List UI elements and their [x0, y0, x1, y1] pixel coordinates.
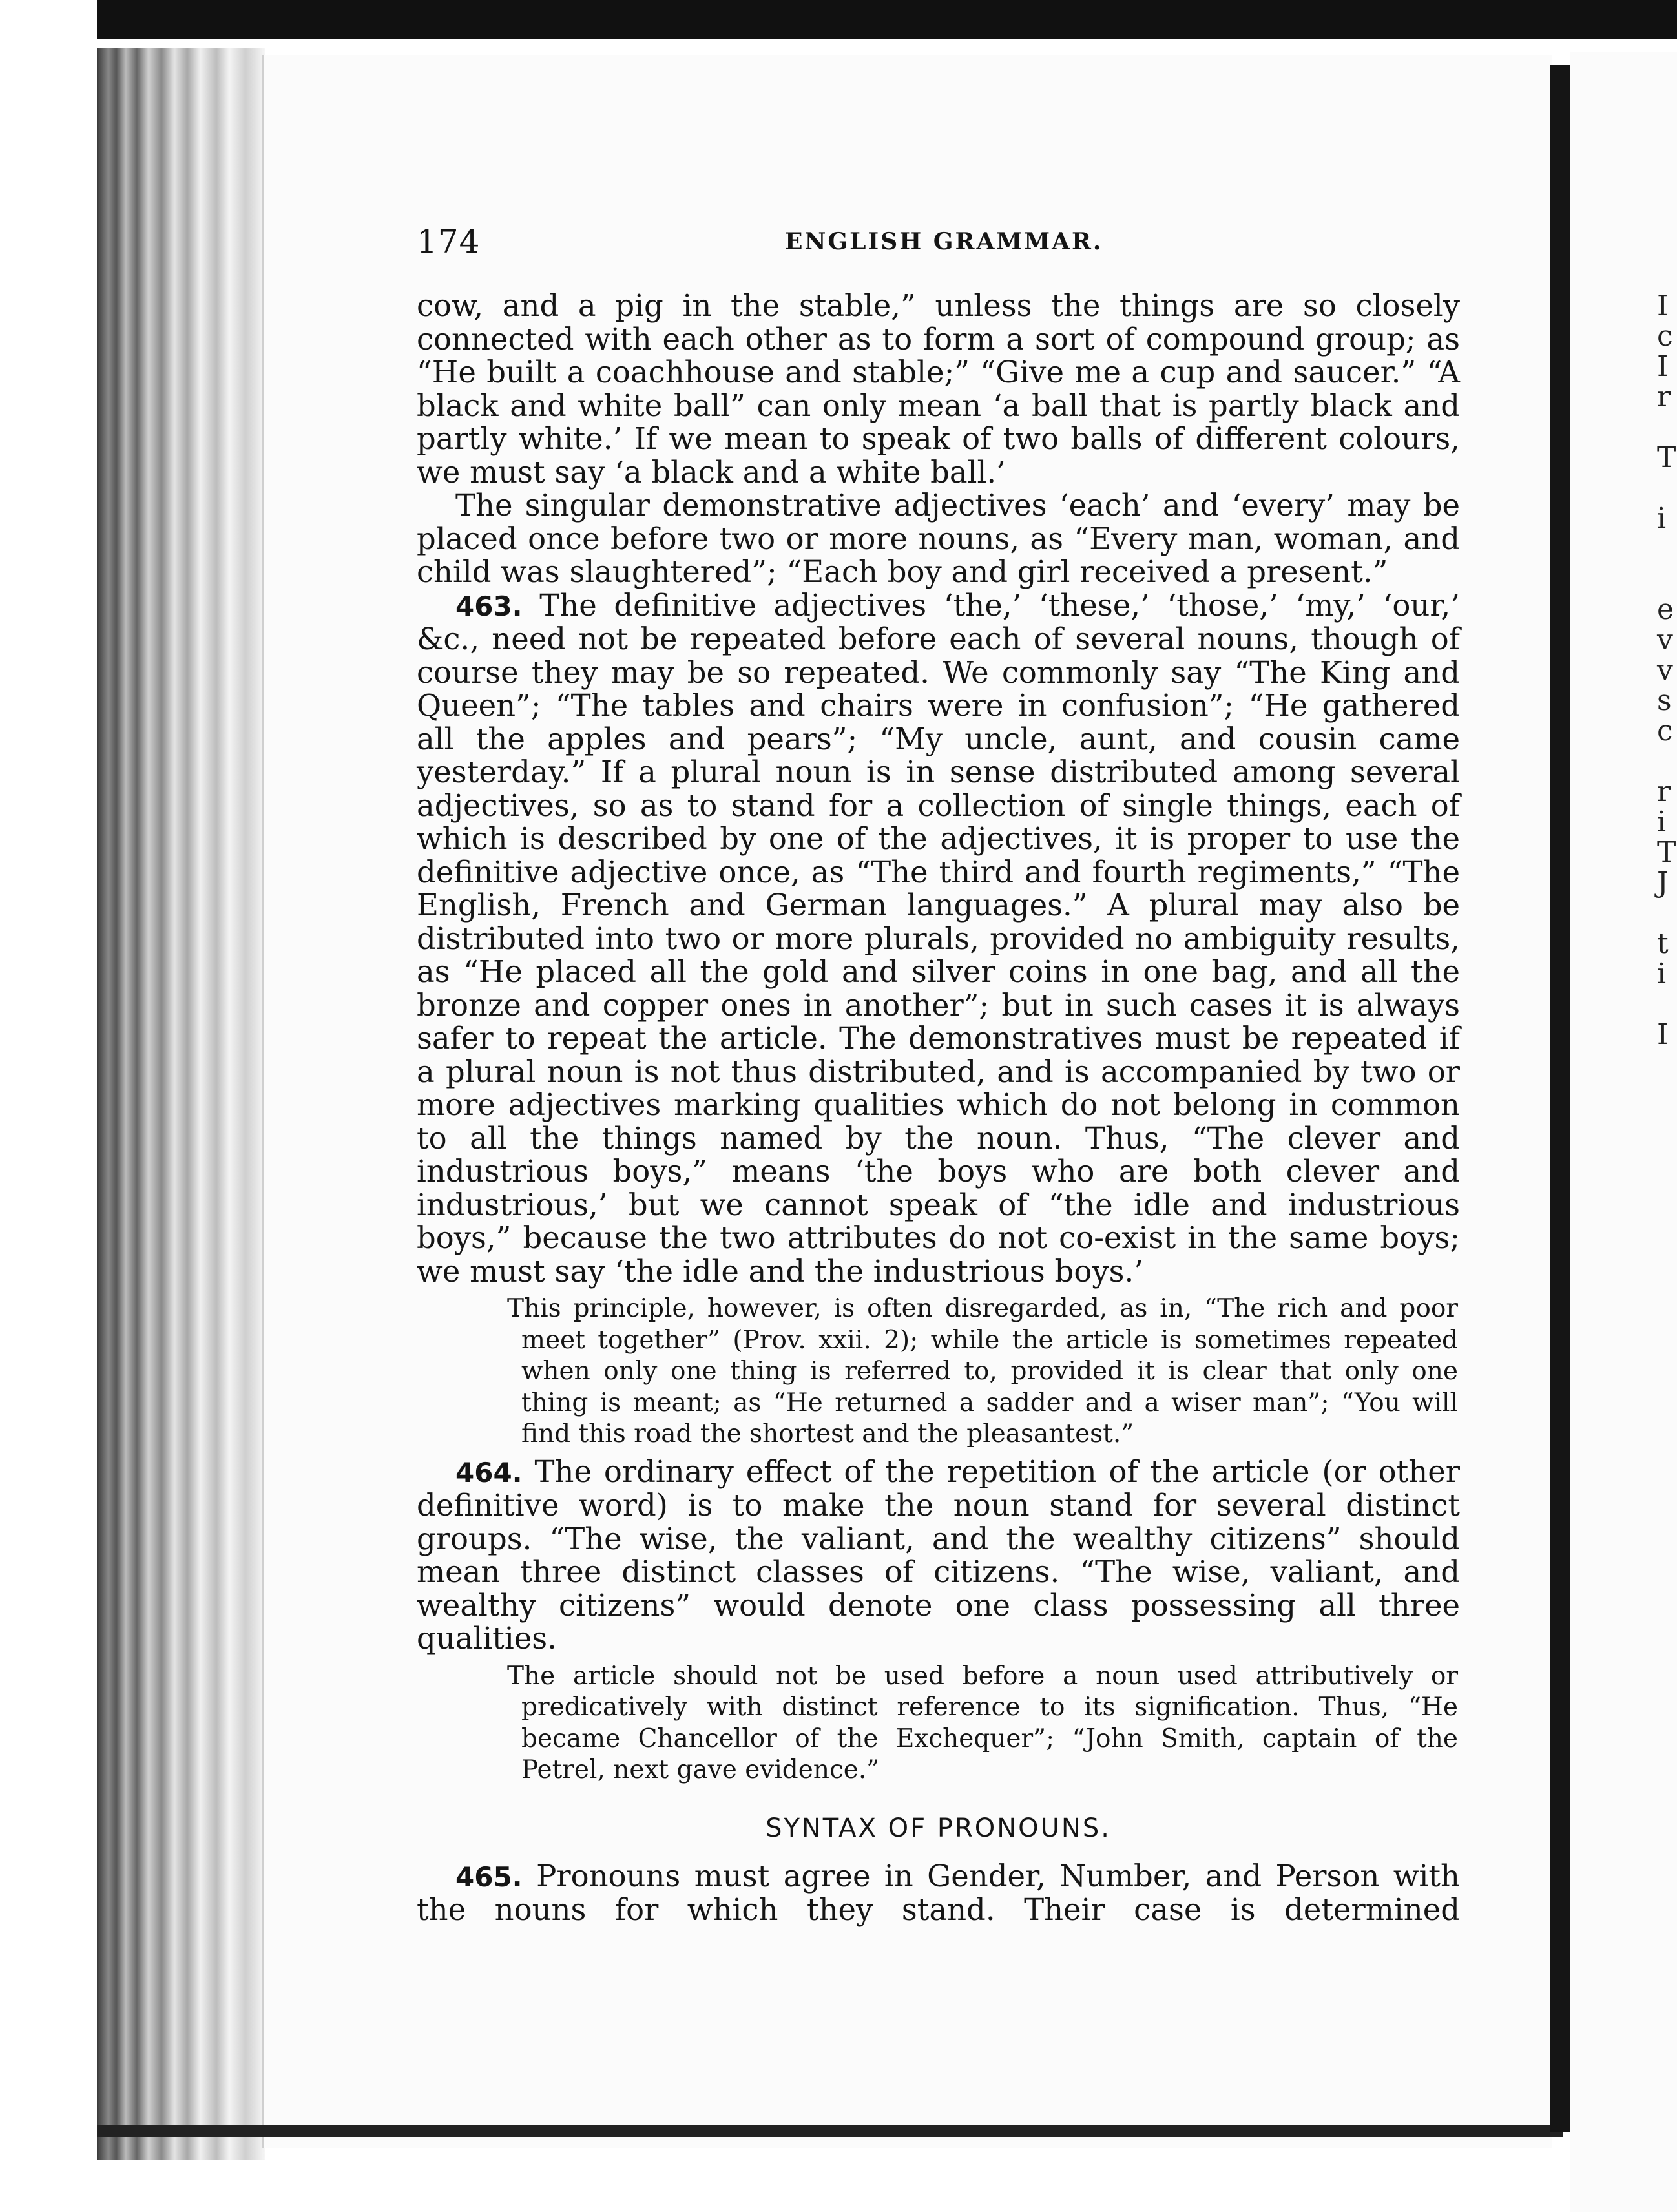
section-number: 465.: [455, 1861, 523, 1893]
running-head: [417, 223, 1463, 262]
book-gutter: [1550, 65, 1570, 2132]
paragraph-demonstratives: The singular demonstrative adjectives ‘each’ and ‘every’ may be placed once before two or more nouns, as “Every man, woman, and child was slaughtered”; “Each boy and girl received a present.”: [417, 488, 1460, 589]
page-body: [417, 289, 1460, 1927]
section-text: Pronouns must agree in Gender, Number, and Person with the nouns for which they stand. Their case is determined: [417, 1858, 1460, 1927]
adjacent-fragment: r: [1657, 381, 1671, 413]
adjacent-fragment: [1657, 412, 1676, 443]
page-number: 174: [417, 223, 481, 260]
adjacent-fragment: T: [1657, 441, 1676, 474]
running-title: ENGLISH GRAMMAR.: [785, 228, 1103, 255]
section-number: 463.: [455, 590, 523, 622]
adjacent-fragment: s: [1657, 684, 1672, 717]
adjacent-page-fragments: [1657, 291, 1676, 1050]
adjacent-fragment: J: [1657, 866, 1669, 899]
section-465: [417, 1860, 1460, 1927]
adjacent-fragment: I: [1657, 1018, 1669, 1051]
adjacent-fragment: t: [1657, 927, 1669, 960]
adjacent-fragment: v: [1657, 654, 1673, 687]
adjacent-fragment: [1657, 898, 1676, 928]
section-number: 464.: [455, 1456, 523, 1488]
section-464: [417, 1456, 1460, 1656]
adjacent-fragment: i: [1657, 502, 1667, 535]
note-article: The article should not be used before a noun used attributively or predicatively with distinct reference to its signification. Thus, “He became Chancellor of the Exchequer”; “John Smith, captain of the Petrel, next gave evidence.”: [507, 1661, 1458, 1784]
adjacent-fragment: r: [1657, 775, 1671, 808]
note-principle: This principle, however, is often disregarded, as in, “The rich and poor meet together” (Prov. xxii. 2); while the article is sometimes repeated when only one thing is referred to, provided it is clear that only one thing is meant; as “He returned a sadder and a wiser man”; “You will find this road the shortest and the pleasantest.”: [507, 1294, 1458, 1448]
adjacent-fragment: c: [1657, 320, 1673, 353]
paragraph-continued: cow, and a pig in the stable,” unless the things are so closely connected with each other as to form a sort of compound group; as “He built a coachhouse and stable;” “Give me a cup and saucer.” “A black and white ball” can only mean ‘a ball that is partly black and partly white.’ If we mean to speak of two balls of different colours, we must say ‘a black and a white ball.’: [417, 288, 1460, 490]
scan-left-margin: [0, 0, 97, 2212]
adjacent-fragment: i: [1657, 957, 1667, 990]
section-463: [417, 589, 1460, 1289]
book-page-edges: [97, 48, 265, 2160]
adjacent-fragment: v: [1657, 623, 1673, 656]
section-heading: SYNTAX OF PRONOUNS.: [766, 1813, 1111, 1843]
adjacent-fragment: [1657, 989, 1676, 1019]
adjacent-fragment: I: [1657, 289, 1669, 322]
adjacent-fragment: i: [1657, 806, 1667, 839]
page-bottom-shadow: [97, 2125, 1563, 2137]
adjacent-fragment: [1657, 473, 1676, 503]
adjacent-fragment: [1657, 564, 1676, 594]
section-text: The definitive adjectives ‘the,’ ‘these,’ ‘those,’ ‘my,’ ‘our,’ &c., need not be repeated before each of several nouns, though of course they may be so repeated. We commonly say “The King and Queen”; “The tables and chairs were in confusion”; “He gathered all the apples and pears”; “My uncle, aunt, and cousin came yesterday.” If a plural noun is in sense distributed among several adjectives, so as to stand for a collection of single things, each of which is described by one of the adjectives, it is proper to use the definitive adjective once, as “The third and fourth regiments,” “The English, French and German languages.” A plural may also be distributed into two or more plurals, provided no ambiguity results, as “He placed all the gold and silver coins in one bag, and all the bronze and copper ones in another”; but in such cases it is always safer to repeat the article. The demonstratives must be repeated if a plural noun is not thus distributed, and is accompanied by two or more adjectives marking qualities which do not belong in common to all the things named by the noun. Thus, “The clever and industrious boys,” means ‘the boys who are both clever and industrious,’ but we cannot speak of “the idle and industrious boys,” because the two attributes do not co-exist in the same boys; we must say ‘the idle and the industrious boys.’: [417, 587, 1460, 1289]
scan-top-border: [0, 0, 1677, 39]
adjacent-fragment: [1657, 746, 1676, 777]
adjacent-fragment: e: [1657, 593, 1674, 626]
adjacent-fragment: T: [1657, 836, 1676, 869]
adjacent-fragment: [1657, 534, 1676, 564]
adjacent-fragment: I: [1657, 350, 1669, 383]
section-text: The ordinary effect of the repetition of the article (or other definitive word) is to make the noun stand for several distinct groups. “The wise, the valiant, and the wealthy citizens” should mean three distinct classes of citizens. “The wise, valiant, and wealthy citizens” would denote one class possessing all three qualities.: [417, 1454, 1460, 1656]
adjacent-fragment: c: [1657, 715, 1673, 747]
